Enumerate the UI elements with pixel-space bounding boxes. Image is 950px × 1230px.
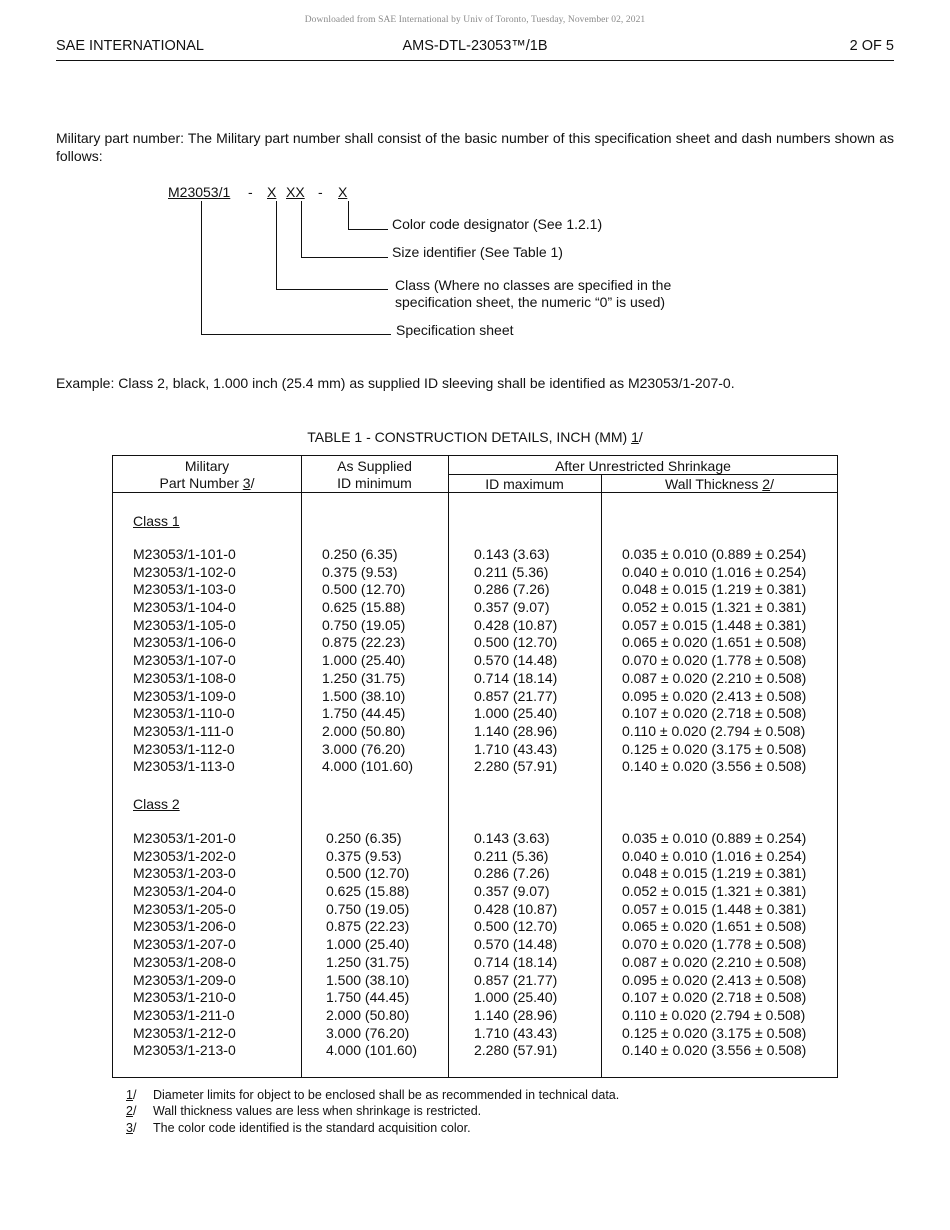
supplied-cell: 4.000 (101.60) bbox=[322, 758, 414, 775]
supplied-cell: 1.250 (31.75) bbox=[322, 669, 406, 686]
id-max-cell: 1.710 (43.43) bbox=[474, 1024, 558, 1041]
connector-color-vertical bbox=[348, 201, 349, 229]
th-wall-thickness: Wall Thickness 2/ bbox=[665, 476, 774, 492]
part-number-cell: M23053/1-201-0 bbox=[133, 830, 236, 846]
id-max-cell: 0.286 (7.26) bbox=[474, 581, 550, 598]
part-number-cell: M23053/1-111-0 bbox=[133, 722, 234, 739]
supplied-cell: 1.250 (31.75) bbox=[326, 953, 410, 970]
id-max-cell: 0.570 (14.48) bbox=[474, 652, 558, 669]
part-number-cell: M23053/1-206-0 bbox=[133, 918, 236, 935]
id-max-cell: 0.428 (10.87) bbox=[474, 900, 558, 917]
id-max-cell: 0.143 (3.63) bbox=[474, 546, 550, 562]
id-max-cell: 0.500 (12.70) bbox=[474, 918, 558, 935]
th-supplied-line1: As Supplied bbox=[337, 458, 412, 474]
id-max-cell: 0.211 (5.36) bbox=[474, 847, 549, 864]
connector-class-horizontal bbox=[276, 289, 388, 290]
label-class-line2: specification sheet, the numeric “0” is used) bbox=[395, 294, 666, 310]
label-color-code: Color code designator (See 1.2.1) bbox=[392, 216, 603, 232]
wall-thickness-cell: 0.065 ± 0.020 (1.651 ± 0.508) bbox=[622, 918, 807, 935]
header-page-number: 2 OF 5 bbox=[849, 38, 894, 54]
supplied-cell: 0.500 (12.70) bbox=[322, 581, 406, 598]
id-max-cell: 0.857 (21.77) bbox=[474, 687, 558, 704]
wall-thickness-cell: 0.035 ± 0.010 (0.889 ± 0.254) bbox=[622, 830, 807, 846]
wall-thickness-cell: 0.048 ± 0.015 (1.219 ± 0.381) bbox=[622, 865, 807, 882]
th-military-ref: 3 bbox=[242, 475, 251, 491]
table-caption-text: TABLE 1 - CONSTRUCTION DETAILS, INCH (MM) bbox=[307, 429, 632, 445]
class-1-label: Class 1 bbox=[133, 513, 180, 529]
id-max-cell: 1.000 (25.40) bbox=[474, 705, 558, 722]
th-military-line2: Part Number 3/ bbox=[159, 475, 255, 491]
supplied-cell: 0.250 (6.35) bbox=[326, 830, 402, 846]
supplied-cell: 1.500 (38.10) bbox=[326, 971, 410, 988]
supplied-cell: 2.000 (50.80) bbox=[322, 722, 406, 739]
page-header bbox=[56, 38, 894, 61]
supplied-cell: 3.000 (76.20) bbox=[326, 1024, 410, 1041]
id-max-cell: 0.357 (9.07) bbox=[474, 599, 550, 616]
wall-thickness-cell: 0.110 ± 0.020 (2.794 ± 0.508) bbox=[622, 722, 806, 739]
class2-supplied-column bbox=[326, 830, 417, 1060]
wall-thickness-cell: 0.095 ± 0.020 (2.413 ± 0.508) bbox=[622, 971, 807, 988]
id-max-cell: 1.000 (25.40) bbox=[474, 989, 558, 1006]
diagram-dash-2: - bbox=[318, 184, 323, 200]
part-number-cell: M23053/1-202-0 bbox=[133, 847, 236, 864]
wall-thickness-cell: 0.040 ± 0.010 (1.016 ± 0.254) bbox=[622, 563, 807, 580]
id-max-cell: 0.143 (3.63) bbox=[474, 830, 550, 846]
supplied-cell: 0.750 (19.05) bbox=[326, 900, 410, 917]
part-number-cell: M23053/1-212-0 bbox=[133, 1024, 236, 1041]
connector-spec-vertical bbox=[201, 201, 202, 334]
class1-part-number-column bbox=[133, 546, 236, 776]
download-watermark: Downloaded from SAE International by Univ of Toronto, Tuesday, November 02, 2021 bbox=[304, 15, 646, 25]
footnote-2-text: Wall thickness values are less when shrinkage is restricted. bbox=[153, 1104, 482, 1119]
connector-color-horizontal bbox=[348, 229, 388, 230]
supplied-cell: 0.375 (9.53) bbox=[322, 563, 398, 580]
part-number-cell: M23053/1-203-0 bbox=[133, 865, 236, 882]
class1-supplied-column bbox=[322, 546, 413, 776]
th-id-maximum: ID maximum bbox=[485, 476, 564, 492]
table-footnotes bbox=[126, 1087, 619, 1136]
diagram-class-code: X bbox=[267, 184, 277, 200]
construction-details-table bbox=[112, 455, 838, 1078]
diagram-dash-1: - bbox=[248, 184, 253, 200]
th-as-supplied bbox=[301, 458, 448, 492]
supplied-cell: 0.375 (9.53) bbox=[326, 847, 402, 864]
part-number-cell: M23053/1-113-0 bbox=[133, 758, 235, 775]
part-number-cell: M23053/1-204-0 bbox=[133, 883, 236, 900]
part-number-cell: M23053/1-108-0 bbox=[133, 669, 236, 686]
part-number-cell: M23053/1-103-0 bbox=[133, 581, 236, 598]
supplied-cell: 1.500 (38.10) bbox=[322, 687, 406, 704]
footnote-1-marker: 1/ bbox=[126, 1088, 137, 1102]
label-size-identifier: Size identifier (See Table 1) bbox=[392, 244, 563, 260]
diagram-size-code: XX bbox=[286, 184, 305, 200]
wall-thickness-cell: 0.065 ± 0.020 (1.651 ± 0.508) bbox=[622, 634, 807, 651]
th-military-line2-text: Part Number bbox=[159, 475, 243, 491]
diagram-color-code: X bbox=[338, 184, 348, 200]
footnote-3-text: The color code identified is the standard acquisition color. bbox=[153, 1120, 471, 1135]
part-number-cell: M23053/1-213-0 bbox=[133, 1042, 236, 1059]
footnote-3 bbox=[126, 1120, 619, 1136]
footnote-3-marker: 3/ bbox=[126, 1120, 137, 1135]
id-max-cell: 0.714 (18.14) bbox=[474, 669, 558, 686]
label-class-line1: Class (Where no classes are specified in the bbox=[395, 277, 672, 293]
id-max-cell: 1.140 (28.96) bbox=[474, 1006, 558, 1023]
id-max-cell: 0.357 (9.07) bbox=[474, 883, 550, 900]
class1-id-max-column bbox=[474, 546, 557, 776]
wall-thickness-cell: 0.052 ± 0.015 (1.321 ± 0.381) bbox=[622, 599, 807, 616]
wall-thickness-cell: 0.057 ± 0.015 (1.448 ± 0.381) bbox=[622, 616, 807, 633]
header-document-id: AMS-DTL-23053™/1B bbox=[402, 38, 548, 54]
class-2-label: Class 2 bbox=[133, 796, 180, 812]
part-number-cell: M23053/1-208-0 bbox=[133, 953, 236, 970]
wall-thickness-cell: 0.052 ± 0.015 (1.321 ± 0.381) bbox=[622, 883, 807, 900]
class2-id-max-column bbox=[474, 830, 557, 1060]
part-number-cell: M23053/1-101-0 bbox=[133, 546, 236, 562]
supplied-cell: 1.750 (44.45) bbox=[322, 705, 406, 722]
th-wall-text: Wall Thickness bbox=[665, 476, 763, 492]
id-max-cell: 0.857 (21.77) bbox=[474, 971, 558, 988]
supplied-cell: 0.625 (15.88) bbox=[322, 599, 406, 616]
part-number-cell: M23053/1-102-0 bbox=[133, 563, 236, 580]
part-number-cell: M23053/1-210-0 bbox=[133, 989, 236, 1006]
connector-class-vertical bbox=[276, 201, 277, 289]
th-military-line1: Military bbox=[184, 458, 230, 474]
part-number-cell: M23053/1-207-0 bbox=[133, 936, 236, 953]
part-number-cell: M23053/1-105-0 bbox=[133, 616, 236, 633]
connector-size-horizontal bbox=[301, 257, 388, 258]
id-max-cell: 0.570 (14.48) bbox=[474, 936, 558, 953]
wall-thickness-cell: 0.140 ± 0.020 (3.556 ± 0.508) bbox=[622, 758, 807, 775]
id-max-cell: 2.280 (57.91) bbox=[474, 1042, 558, 1059]
part-number-cell: M23053/1-112-0 bbox=[133, 740, 235, 757]
wall-thickness-cell: 0.035 ± 0.010 (0.889 ± 0.254) bbox=[622, 546, 807, 562]
class1-wall-column bbox=[622, 546, 806, 776]
connector-spec-horizontal bbox=[201, 334, 391, 335]
class2-wall-column bbox=[622, 830, 806, 1060]
footnote-1-text: Diameter limits for object to be enclosed shall be as recommended in technical data. bbox=[153, 1088, 620, 1102]
supplied-cell: 0.875 (22.23) bbox=[322, 634, 406, 651]
part-number-cell: M23053/1-107-0 bbox=[133, 652, 236, 669]
part-number-cell: M23053/1-109-0 bbox=[133, 687, 236, 704]
supplied-cell: 0.625 (15.88) bbox=[326, 883, 410, 900]
supplied-cell: 1.000 (25.40) bbox=[322, 652, 406, 669]
wall-thickness-cell: 0.070 ± 0.020 (1.778 ± 0.508) bbox=[622, 936, 807, 953]
supplied-cell: 1.000 (25.40) bbox=[326, 936, 410, 953]
col-divider-1 bbox=[301, 456, 302, 1077]
th-wall-ref: 2 bbox=[762, 476, 771, 492]
id-max-cell: 1.140 (28.96) bbox=[474, 722, 558, 739]
wall-thickness-cell: 0.070 ± 0.020 (1.778 ± 0.508) bbox=[622, 652, 807, 669]
part-number-cell: M23053/1-205-0 bbox=[133, 900, 236, 917]
wall-thickness-cell: 0.107 ± 0.020 (2.718 ± 0.508) bbox=[622, 989, 807, 1006]
supplied-cell: 0.500 (12.70) bbox=[326, 865, 410, 882]
table-caption-slash: / bbox=[638, 429, 643, 445]
supplied-cell: 0.875 (22.23) bbox=[326, 918, 410, 935]
col-divider-2 bbox=[448, 456, 449, 1077]
footnote-2-marker: 2/ bbox=[126, 1104, 137, 1119]
supplied-cell: 3.000 (76.20) bbox=[322, 740, 406, 757]
id-max-cell: 0.714 (18.14) bbox=[474, 953, 558, 970]
table-caption bbox=[0, 429, 950, 445]
id-max-cell: 1.710 (43.43) bbox=[474, 740, 558, 757]
wall-thickness-cell: 0.140 ± 0.020 (3.556 ± 0.508) bbox=[622, 1042, 807, 1059]
part-number-cell: M23053/1-110-0 bbox=[133, 705, 235, 722]
wall-thickness-cell: 0.087 ± 0.020 (2.210 ± 0.508) bbox=[622, 953, 807, 970]
part-number-cell: M23053/1-104-0 bbox=[133, 599, 236, 616]
id-max-cell: 2.280 (57.91) bbox=[474, 758, 558, 775]
wall-thickness-cell: 0.125 ± 0.020 (3.175 ± 0.508) bbox=[622, 1024, 807, 1041]
id-max-cell: 0.286 (7.26) bbox=[474, 865, 550, 882]
label-specification-sheet: Specification sheet bbox=[396, 322, 514, 338]
part-number-cell: M23053/1-209-0 bbox=[133, 971, 236, 988]
col-divider-3 bbox=[601, 474, 602, 1077]
header-organization: SAE INTERNATIONAL bbox=[56, 38, 204, 54]
wall-thickness-cell: 0.095 ± 0.020 (2.413 ± 0.508) bbox=[622, 687, 807, 704]
diagram-base-number: M23053/1 bbox=[168, 184, 231, 200]
th-after-shrinkage: After Unrestricted Shrinkage bbox=[555, 458, 731, 474]
connector-size-vertical bbox=[301, 201, 302, 257]
example-paragraph: Example: Class 2, black, 1.000 inch (25.4 mm) as supplied ID sleeving shall be identified as M23053/1-207-0. bbox=[56, 375, 735, 391]
wall-thickness-cell: 0.110 ± 0.020 (2.794 ± 0.508) bbox=[622, 1006, 806, 1023]
part-number-paragraph: Military part number: The Military part number shall consist of the basic number of this specification sheet and dash numbers shown as follows: bbox=[56, 130, 894, 164]
id-max-cell: 0.211 (5.36) bbox=[474, 563, 549, 580]
footnote-2 bbox=[126, 1103, 619, 1119]
supplied-cell: 0.250 (6.35) bbox=[322, 546, 398, 562]
supplied-cell: 0.750 (19.05) bbox=[322, 616, 406, 633]
id-max-cell: 0.500 (12.70) bbox=[474, 634, 558, 651]
table-caption-ref: 1 bbox=[631, 429, 639, 445]
class2-part-number-column bbox=[133, 830, 236, 1060]
part-number-cell: M23053/1-106-0 bbox=[133, 634, 236, 651]
th-military-part-number bbox=[113, 458, 301, 492]
wall-thickness-cell: 0.087 ± 0.020 (2.210 ± 0.508) bbox=[622, 669, 807, 686]
supplied-cell: 4.000 (101.60) bbox=[326, 1042, 418, 1059]
th-supplied-line2: ID minimum bbox=[337, 475, 412, 491]
id-max-cell: 0.428 (10.87) bbox=[474, 616, 558, 633]
supplied-cell: 1.750 (44.45) bbox=[326, 989, 410, 1006]
wall-thickness-cell: 0.048 ± 0.015 (1.219 ± 0.381) bbox=[622, 581, 807, 598]
supplied-cell: 2.000 (50.80) bbox=[326, 1006, 410, 1023]
wall-thickness-cell: 0.125 ± 0.020 (3.175 ± 0.508) bbox=[622, 740, 807, 757]
wall-thickness-cell: 0.040 ± 0.010 (1.016 ± 0.254) bbox=[622, 847, 807, 864]
part-number-cell: M23053/1-211-0 bbox=[133, 1006, 235, 1023]
footnote-1 bbox=[126, 1087, 619, 1103]
wall-thickness-cell: 0.107 ± 0.020 (2.718 ± 0.508) bbox=[622, 705, 807, 722]
wall-thickness-cell: 0.057 ± 0.015 (1.448 ± 0.381) bbox=[622, 900, 807, 917]
